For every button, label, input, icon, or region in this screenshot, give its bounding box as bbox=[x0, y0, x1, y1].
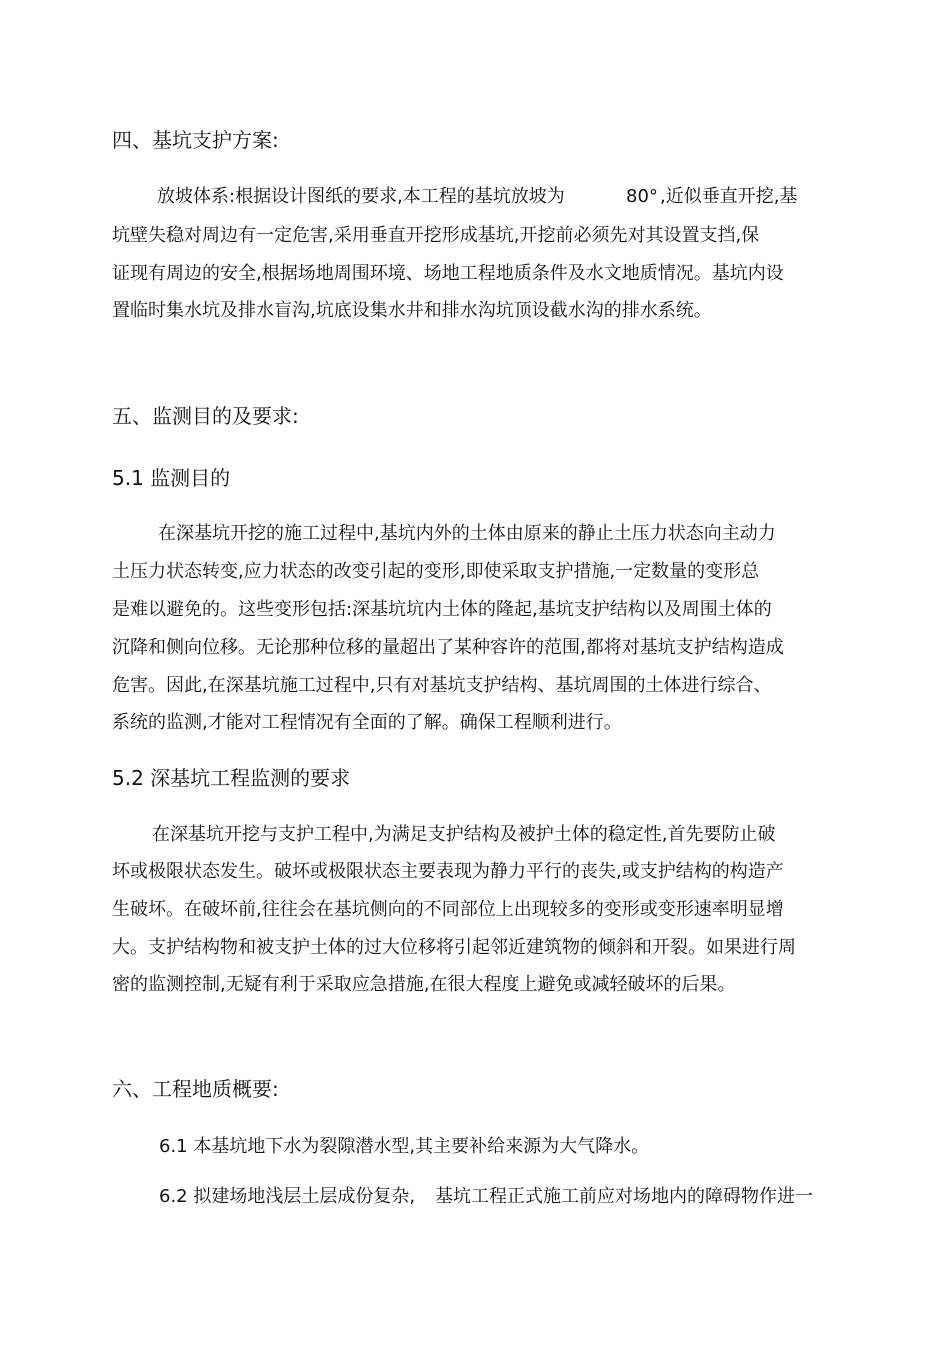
section-5-1-line-6: 系统的监测,才能对工程情况有全面的了解。确保工程顺利进行。 bbox=[112, 712, 622, 733]
section-5-1-line-3: 是难以避免的。这些变形包括:深基坑坑内土体的隆起,基坑支护结构以及周围土体的 bbox=[112, 599, 772, 620]
section-4-para-line-1a: 放坡体系:根据设计图纸的要求,本工程的基坑放坡为 bbox=[157, 186, 565, 207]
section-5-heading: 五、监测目的及要求: bbox=[112, 404, 299, 428]
section-4-para-line-4: 置临时集水坑及排水盲沟,坑底设集水井和排水沟坑顶设截水沟的排水系统。 bbox=[112, 300, 712, 321]
section-4-para-line-2: 坑壁失稳对周边有一定危害,采用垂直开挖形成基坑,开挖前必须先对其设置支挡,保 bbox=[112, 225, 760, 246]
section-5-1-line-1: 在深基坑开挖的施工过程中,基坑内外的土体由原来的静止土压力状态向主动力 bbox=[158, 523, 776, 544]
section-5-2-line-2: 坏或极限状态发生。破坏或极限状态主要表现为静力平行的丧失,或支护结构的构造产 bbox=[112, 861, 784, 882]
section-5-1-line-4: 沉降和侧向位移。无论那种位移的量超出了某种容许的范围,都将对基坑支护结构造成 bbox=[112, 637, 784, 658]
section-4-para-line-1b: ,近似垂直开挖,基 bbox=[660, 186, 798, 207]
section-5-1-line-2: 土压力状态转变,应力状态的改变引起的变形,即使采取支护措施,一定数量的变形总 bbox=[112, 561, 760, 582]
section-6-heading: 六、工程地质概要: bbox=[112, 1077, 279, 1101]
section-5-2-heading: 5.2 深基坑工程监测的要求 bbox=[112, 766, 351, 790]
section-5-2-line-1: 在深基坑开挖与支护工程中,为满足支护结构及被护土体的稳定性,首先要防止破 bbox=[152, 824, 776, 845]
section-6-item-2b: 基坑工程正式施工前应对场地内的障碍物作进一 bbox=[435, 1186, 813, 1207]
slope-angle-value: 80° bbox=[626, 186, 658, 207]
section-5-2-line-4: 大。支护结构物和被支护土体的过大位移将引起邻近建筑物的倾斜和开裂。如果进行周 bbox=[112, 937, 796, 958]
section-5-2-line-3: 生破坏。在破坏前,往往会在基坑侧向的不同部位上出现较多的变形或变形速率明显增 bbox=[112, 899, 784, 920]
section-5-1-heading: 5.1 监测目的 bbox=[112, 466, 231, 490]
section-6-item-1: 6.1 本基坑地下水为裂隙潜水型,其主要补给来源为大气降水。 bbox=[159, 1136, 650, 1157]
section-4-para-line-3: 证现有周边的安全,根据场地周围环境、场地工程地质条件及水文地质情况。基坑内设 bbox=[112, 263, 784, 284]
section-5-1-line-5: 危害。因此,在深基坑施工过程中,只有对基坑支护结构、基坑周围的土体进行综合、 bbox=[112, 675, 772, 696]
section-4-heading: 四、基坑支护方案: bbox=[112, 128, 279, 152]
section-6-item-2a: 6.2 拟建场地浅层土层成份复杂, bbox=[159, 1186, 416, 1207]
section-5-2-line-5: 密的监测控制,无疑有利于采取应急措施,在很大程度上避免或减轻破坏的后果。 bbox=[112, 974, 736, 995]
